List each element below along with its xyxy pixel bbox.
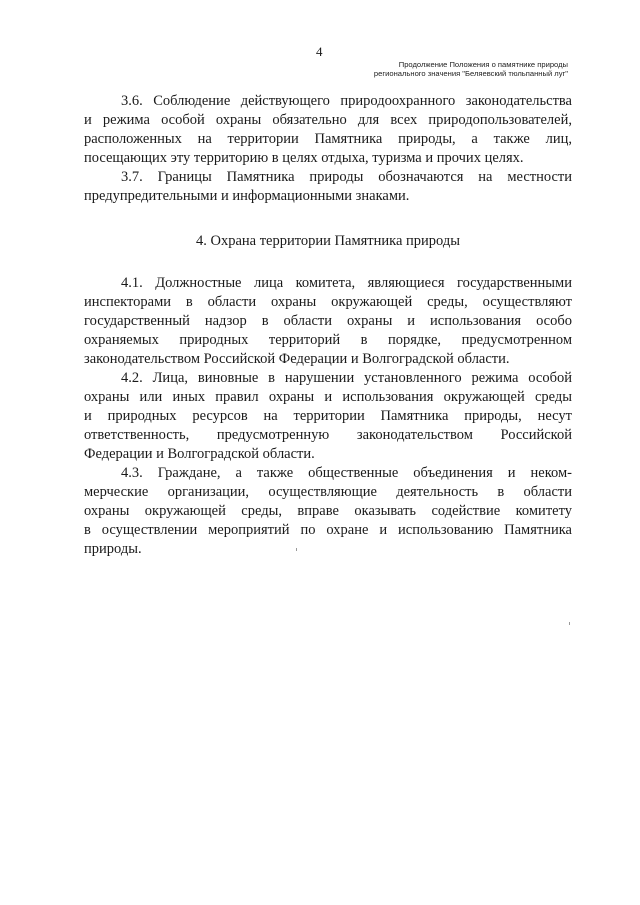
text-line: в осуществлении мероприятий по охране и использованию Памятника <box>84 522 572 538</box>
text-line: и природных ресурсов на территории Памятника природы, несут <box>84 408 572 424</box>
text-line: охраняемых природных территорий в порядке, предусмотренном <box>84 332 572 348</box>
continuation-note <box>374 60 568 78</box>
text-line: 3.7. Границы Памятника природы обозначаются на местности <box>121 169 572 185</box>
text-line: Федерации и Волгоградской области. <box>84 446 315 462</box>
text-line: охраны окружающей среды, вправе оказывать содействие комитету <box>84 503 572 519</box>
text-line: законодательством Российской Федерации и Волгоградской области. <box>84 351 510 367</box>
continuation-line-2: регионального значения "Беляевский тюльпанный луг" <box>373 69 568 78</box>
text-line: 3.6. Соблюдение действующего природоохранного законодательства <box>121 93 572 109</box>
text-line: посещающих эту территорию в целях отдыха, туризма и прочих целях. <box>84 150 524 166</box>
page-number: 4 <box>316 44 323 59</box>
text-line: и режима особой охраны обязательно для всех природопользователей, <box>84 112 572 128</box>
text-line: 4.1. Должностные лица комитета, являющиеся государственными <box>121 275 572 291</box>
text-line: ответственность, предусмотренную законодательством Российской <box>84 427 572 443</box>
scan-speck <box>569 622 570 625</box>
scan-speck <box>296 548 297 551</box>
text-line: 4.2. Лица, виновные в нарушении установленного режима особой <box>121 370 572 386</box>
text-line: мерческие организации, осуществляющие деятельность в области <box>84 484 572 500</box>
text-line: 4.3. Граждане, а также общественные объединения и неком- <box>121 465 572 481</box>
text-line: охраны или иных правил охраны и использования окружающей среды <box>84 389 572 405</box>
continuation-line-1: Продолжение Положения о памятнике природы <box>398 60 568 69</box>
text-line: инспекторами в области охраны окружающей среды, осуществляют <box>84 294 572 310</box>
text-line: природы. <box>84 541 142 557</box>
text-line: государственный надзор в области охраны и использования особо <box>84 313 572 329</box>
text-line: предупредительными и информационными знаками. <box>84 188 410 204</box>
section-heading: 4. Охрана территории Памятника природы <box>195 233 461 249</box>
text-line: расположенных на территории Памятника природы, а также лиц, <box>84 131 572 147</box>
